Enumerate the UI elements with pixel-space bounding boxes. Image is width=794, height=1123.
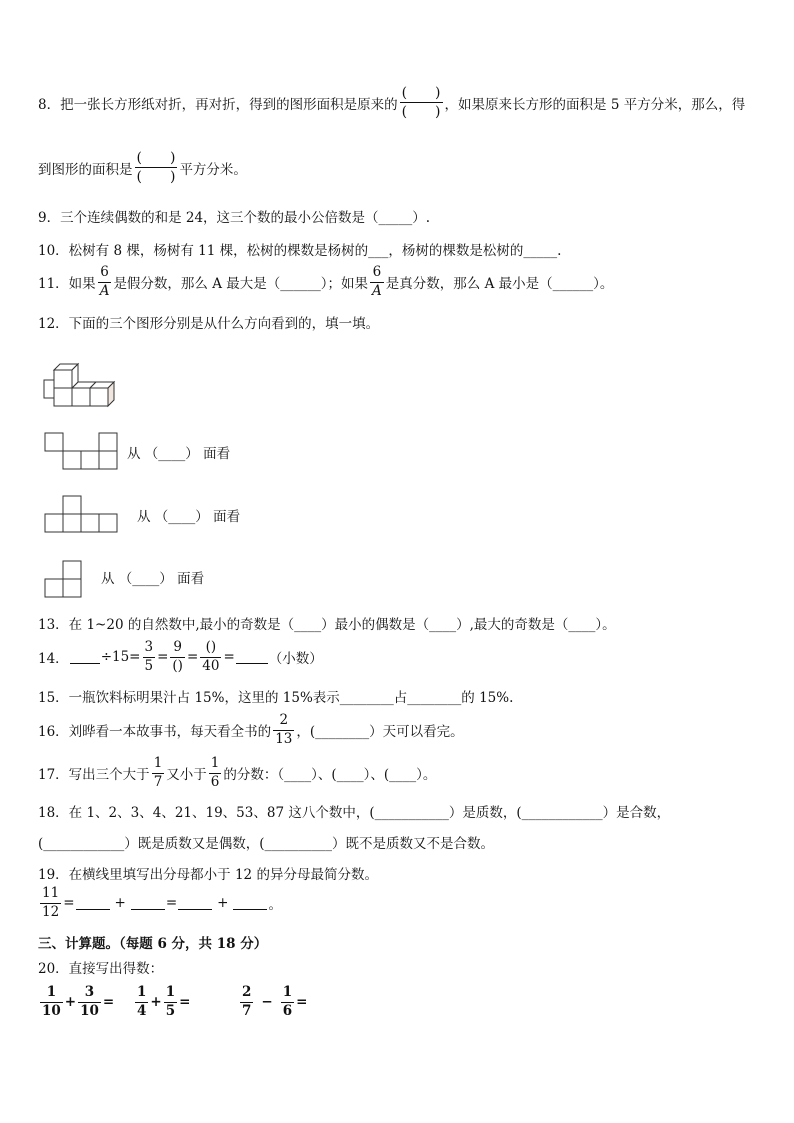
question-15 <box>38 686 513 706</box>
denominator[interactable]: () <box>172 657 183 674</box>
q20-expression-2 <box>133 986 190 1018</box>
view-1-figure <box>44 432 124 472</box>
q19-blank-3[interactable] <box>178 897 212 910</box>
denominator: 10 <box>42 1002 61 1019</box>
question-13 <box>38 613 616 633</box>
fraction-bar <box>400 102 443 103</box>
question-16 <box>38 714 464 746</box>
q16-text-b: ，(________）天可以看完。 <box>296 724 464 740</box>
q8-text-b: ，如果原来长方形的面积是 5 平方分米，那么，得 <box>444 96 746 113</box>
q14-div: ÷15= <box>100 649 141 665</box>
equals: = <box>296 994 308 1010</box>
q20-expression-3 <box>238 986 307 1018</box>
question-9 <box>38 206 430 226</box>
question-19-equation <box>38 887 282 919</box>
question-8-line2 <box>38 151 247 184</box>
equals: = <box>179 994 191 1010</box>
q15-text: 15．一瓶饮料标明果汁占 15%，这里的 15%表示________占________的 15%. <box>38 690 514 706</box>
q11-text-c: 是真分数，那么 A 最小是（______）。 <box>385 276 614 292</box>
question-19-title <box>38 863 378 883</box>
q18-text-a: 18．在 1、2、3、4、21、19、53、87 这八个数中，(___________）是质数，(____________）是合数， <box>38 805 671 821</box>
numerator: 9 <box>173 639 182 655</box>
q14-prefix: 14． <box>38 651 69 667</box>
q19-fraction <box>40 887 61 919</box>
q17-text-c: 的分数：（____）、(____）、(____）。 <box>223 767 437 783</box>
equals: = <box>223 649 235 665</box>
view-3-figure <box>44 560 89 600</box>
plus: + <box>217 895 229 911</box>
operator: + <box>64 994 77 1010</box>
operator: + <box>150 994 162 1010</box>
q11-text-a: 11．如果 <box>38 276 96 292</box>
q8-frac2-numerator[interactable]: ( ) <box>136 150 176 166</box>
equals: = <box>186 649 199 665</box>
section-3-title: 三、计算题。（每题 6 分，共 18 分） <box>38 936 268 952</box>
numerator: 1 <box>137 984 147 1000</box>
q16-fraction <box>273 714 294 746</box>
q8-text-a: 8．把一张长方形纸对折，再对折，得到的图形面积是原来的 <box>38 96 398 113</box>
q19-title: 19．在横线里填写出分母都小于 12 的异分母最简分数。 <box>38 867 378 883</box>
numerator: 1 <box>153 755 163 771</box>
denominator: 7 <box>242 1002 252 1019</box>
q11-fraction-1 <box>98 266 112 298</box>
equals: = <box>102 994 115 1010</box>
q8-frac-denominator[interactable]: ( ) <box>401 104 441 120</box>
denominator: 40 <box>202 657 220 674</box>
denominator: 13 <box>275 730 293 747</box>
q12-title: 12．下面的三个图形分别是从什么方向看到的，填一填。 <box>38 316 380 332</box>
equals: = <box>157 649 169 665</box>
q13-text: 13．在 1~20 的自然数中,最小的奇数是（____）最小的偶数是（____）,最大的奇数是（____）。 <box>38 617 616 633</box>
q9-text: 9．三个连续偶数的和是 24，这三个数的最小公倍数是（_____）. <box>38 210 431 226</box>
question-14 <box>38 641 323 673</box>
q14-fraction-1 <box>143 641 156 673</box>
numerator[interactable]: () <box>205 639 217 655</box>
q11-fraction-2 <box>370 266 384 298</box>
q11-denominator-2: A <box>372 282 382 299</box>
fraction <box>40 986 63 1018</box>
q19-blank-1[interactable] <box>76 897 110 910</box>
equals: = <box>165 895 178 911</box>
q20-title: 20．直接写出得数： <box>38 961 164 977</box>
q8-fraction-1 <box>400 86 443 119</box>
denominator: 10 <box>80 1002 99 1019</box>
section-3-heading <box>38 932 267 952</box>
question-8-line1 <box>38 86 745 119</box>
denominator: 6 <box>210 773 220 790</box>
q11-denominator: A <box>99 282 110 299</box>
fraction <box>281 986 294 1018</box>
numerator: 1 <box>282 984 293 1000</box>
fraction-bar <box>135 167 178 168</box>
q8-text-c: 到图形的面积是 <box>38 161 133 178</box>
q17-text-b: 又小于 <box>166 767 207 783</box>
denominator: 4 <box>137 1002 147 1019</box>
q11-numerator: 6 <box>100 264 109 280</box>
denominator: 7 <box>153 773 163 790</box>
q17-fraction-2 <box>209 757 222 789</box>
question-10 <box>38 239 561 259</box>
question-11 <box>38 266 613 298</box>
q17-text-a: 17．写出三个大于 <box>38 767 150 783</box>
fraction <box>164 986 177 1018</box>
denominator: 6 <box>282 1002 293 1019</box>
denominator: 5 <box>165 1002 176 1019</box>
fraction <box>135 986 148 1018</box>
fraction <box>240 986 253 1018</box>
question-18-line2 <box>38 832 494 852</box>
numerator: 11 <box>42 885 60 901</box>
numerator: 3 <box>144 639 154 655</box>
q14-blank-2[interactable] <box>236 651 268 664</box>
q10-text: 10．松树有 8 棵，杨树有 11 棵，松树的棵数是杨树的___，杨树的棵数是松树的_____. <box>38 243 562 259</box>
q11-numerator-2: 6 <box>372 264 382 280</box>
view-3-label[interactable]: 从 （____） 面看 <box>101 571 205 587</box>
q18-text-b: (____________）既是质数又是偶数，(__________）既不是质数又不是合数。 <box>38 836 495 852</box>
q14-suffix: （小数） <box>268 651 323 667</box>
numerator: 1 <box>165 984 176 1000</box>
view-2-label[interactable]: 从 （____） 面看 <box>137 509 241 525</box>
fraction <box>78 986 101 1018</box>
q20-expression-1 <box>38 986 114 1018</box>
q19-blank-2[interactable] <box>131 897 165 910</box>
q8-fraction-2 <box>135 151 178 184</box>
q19-blank-4[interactable] <box>233 897 267 910</box>
q11-text-b: 是假分数，那么 A 最大是（______）；如果 <box>113 276 369 292</box>
numerator: 1 <box>46 984 57 1000</box>
q14-fraction-2 <box>170 641 185 673</box>
denominator: 12 <box>42 903 60 920</box>
q8-frac2-denominator[interactable]: ( ) <box>136 169 176 185</box>
q8-text-d: 平方分米。 <box>179 161 247 178</box>
view-1-label[interactable]: 从 （____） 面看 <box>127 446 231 462</box>
equals: = <box>63 895 75 911</box>
q14-blank-1[interactable] <box>70 651 100 664</box>
denominator: 5 <box>144 657 154 674</box>
question-12-title <box>38 312 379 332</box>
numerator: 1 <box>210 755 220 771</box>
numerator: 2 <box>242 984 252 1000</box>
q8-frac-numerator[interactable]: ( ) <box>401 85 441 101</box>
numerator: 3 <box>84 984 95 1000</box>
q17-fraction-1 <box>152 757 165 789</box>
plus: + <box>114 895 126 911</box>
view-2-figure <box>44 495 124 535</box>
q16-text-a: 16．刘晔看一本故事书，每天看全书的 <box>38 724 272 740</box>
numerator: 2 <box>279 712 289 728</box>
operator: − <box>261 994 273 1010</box>
q14-fraction-3 <box>200 641 221 673</box>
question-20-title <box>38 957 163 977</box>
question-17 <box>38 757 436 789</box>
question-18-line1 <box>38 801 670 821</box>
end-mark: 。 <box>268 897 282 913</box>
cube-stack-figure <box>40 364 130 414</box>
